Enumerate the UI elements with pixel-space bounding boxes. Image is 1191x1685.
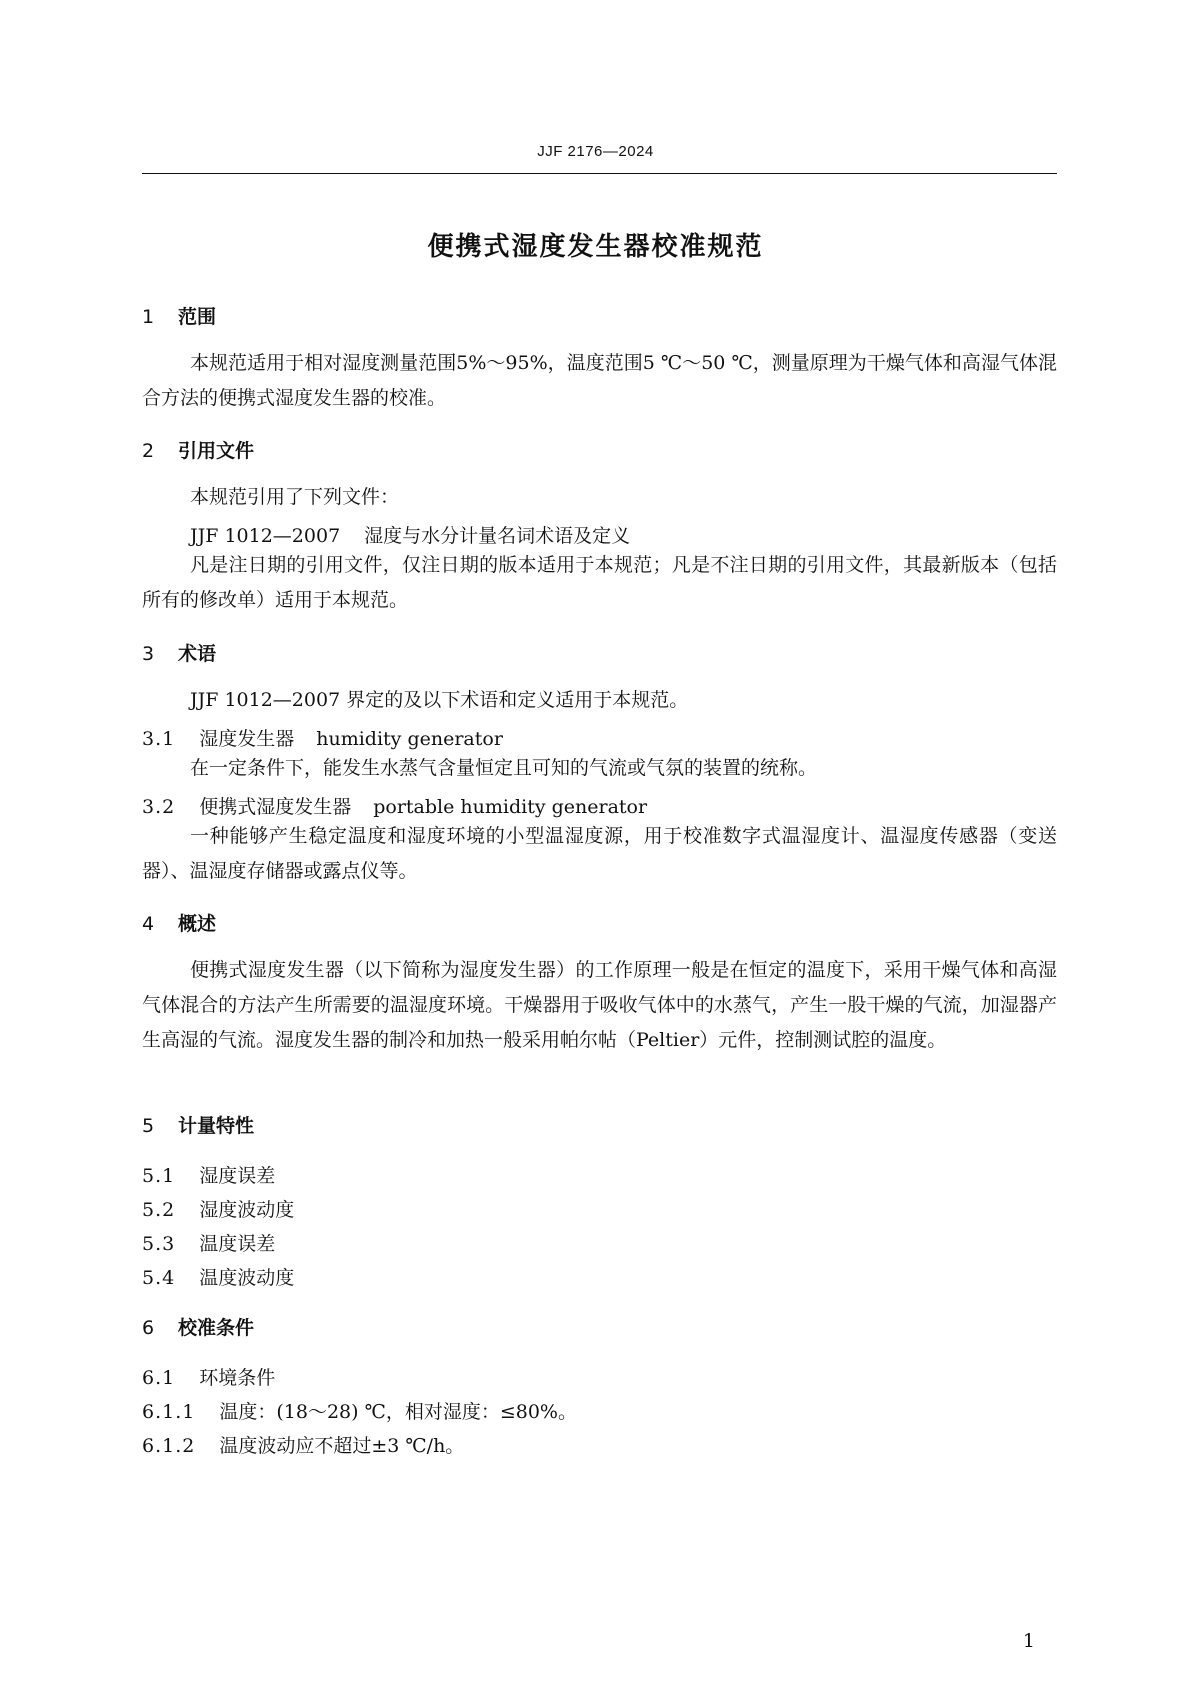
item-number: 5.2: [142, 1199, 176, 1221]
section-title: 计量特性: [178, 1115, 255, 1137]
header-divider: [142, 173, 1057, 174]
section-number: 5: [142, 1115, 155, 1137]
term-3-2: [142, 792, 1057, 819]
term-number: 3.2: [142, 796, 176, 818]
item-number: 6.1.1: [142, 1401, 196, 1423]
section-number: 4: [142, 913, 155, 935]
item-label: 环境条件: [199, 1367, 276, 1389]
term-name: 便携式湿度发生器: [199, 796, 352, 818]
section-2-heading: [142, 436, 254, 463]
section-title: 校准条件: [178, 1317, 255, 1339]
reference-title: 湿度与水分计量名词术语及定义: [364, 525, 631, 547]
document-title: 便携式湿度发生器校准规范: [427, 232, 764, 262]
section-4-heading: [142, 909, 216, 936]
section-number: 6: [142, 1317, 155, 1339]
item-number: 5.3: [142, 1233, 176, 1255]
section-3-intro: JJF 1012—2007 界定的及以下术语和定义适用于本规范。: [190, 689, 689, 711]
term-3-1: [142, 724, 1057, 751]
term-english: portable humidity generator: [373, 796, 648, 818]
item-label: 温度误差: [199, 1233, 276, 1255]
section-5-heading: [142, 1111, 254, 1138]
section-4-paragraph: 便携式湿度发生器（以下简称为湿度发生器）的工作原理一般是在恒定的温度下，采用干燥气体和高湿气体混合的方法产生所需要的温湿度环境。干燥器用于吸收气体中的水蒸气，产生一股干燥的气流，加湿器产生高湿的气流。湿度发生器的制冷和加热一般采用帕尔帖（Peltier）元件，控制测试腔的温度。: [142, 959, 1057, 1051]
list-item: [142, 1431, 1057, 1458]
item-label: 湿度误差: [199, 1165, 276, 1187]
list-item: [142, 1263, 1057, 1290]
term-3-2-definition: 一种能够产生稳定温度和湿度环境的小型温湿度源，用于校准数字式温湿度计、温湿度传感器（变送器）、温湿度存储器或露点仪等。: [142, 825, 1057, 882]
section-6-heading: [142, 1313, 254, 1340]
reference-entry: [190, 521, 1057, 548]
item-number: 5.1: [142, 1165, 176, 1187]
list-item: [142, 1363, 1057, 1390]
list-item: [142, 1397, 1057, 1424]
section-3-heading: [142, 639, 216, 666]
item-label: 湿度波动度: [199, 1199, 295, 1221]
item-number: 6.1.2: [142, 1435, 196, 1457]
section-2-paragraph: 凡是注日期的引用文件，仅注日期的版本适用于本规范；凡是不注日期的引用文件，其最新版本（包括所有的修改单）适用于本规范。: [142, 554, 1057, 611]
section-number: 1: [142, 306, 155, 328]
section-1-paragraph: 本规范适用于相对湿度测量范围5%～95%，温度范围5 ℃～50 ℃，测量原理为干燥气体和高湿气体混合方法的便携式湿度发生器的校准。: [142, 352, 1057, 409]
section-title: 引用文件: [178, 440, 255, 462]
item-number: 5.4: [142, 1267, 176, 1289]
section-2-intro: 本规范引用了下列文件：: [190, 486, 400, 508]
item-number: 6.1: [142, 1367, 176, 1389]
term-3-1-definition: 在一定条件下，能发生水蒸气含量恒定且可知的气流或气氛的装置的统称。: [190, 757, 818, 779]
list-item: [142, 1161, 1057, 1188]
page-number: 1: [1022, 1630, 1035, 1652]
section-title: 术语: [178, 643, 217, 665]
item-label: 温度波动应不超过±3 ℃/h。: [219, 1435, 465, 1457]
term-english: humidity generator: [316, 728, 503, 750]
list-item: [142, 1229, 1057, 1256]
section-number: 2: [142, 440, 155, 462]
term-name: 湿度发生器: [199, 728, 295, 750]
section-1-heading: [142, 302, 216, 329]
list-item: [142, 1195, 1057, 1222]
section-title: 范围: [178, 306, 217, 328]
section-number: 3: [142, 643, 155, 665]
standard-code: JJF 2176—2024: [537, 143, 654, 160]
reference-code: JJF 1012—2007: [190, 525, 341, 547]
item-label: 温度波动度: [199, 1267, 295, 1289]
section-title: 概述: [178, 913, 217, 935]
item-label: 温度：(18～28) ℃，相对湿度：≤80%。: [219, 1401, 577, 1423]
term-number: 3.1: [142, 728, 176, 750]
